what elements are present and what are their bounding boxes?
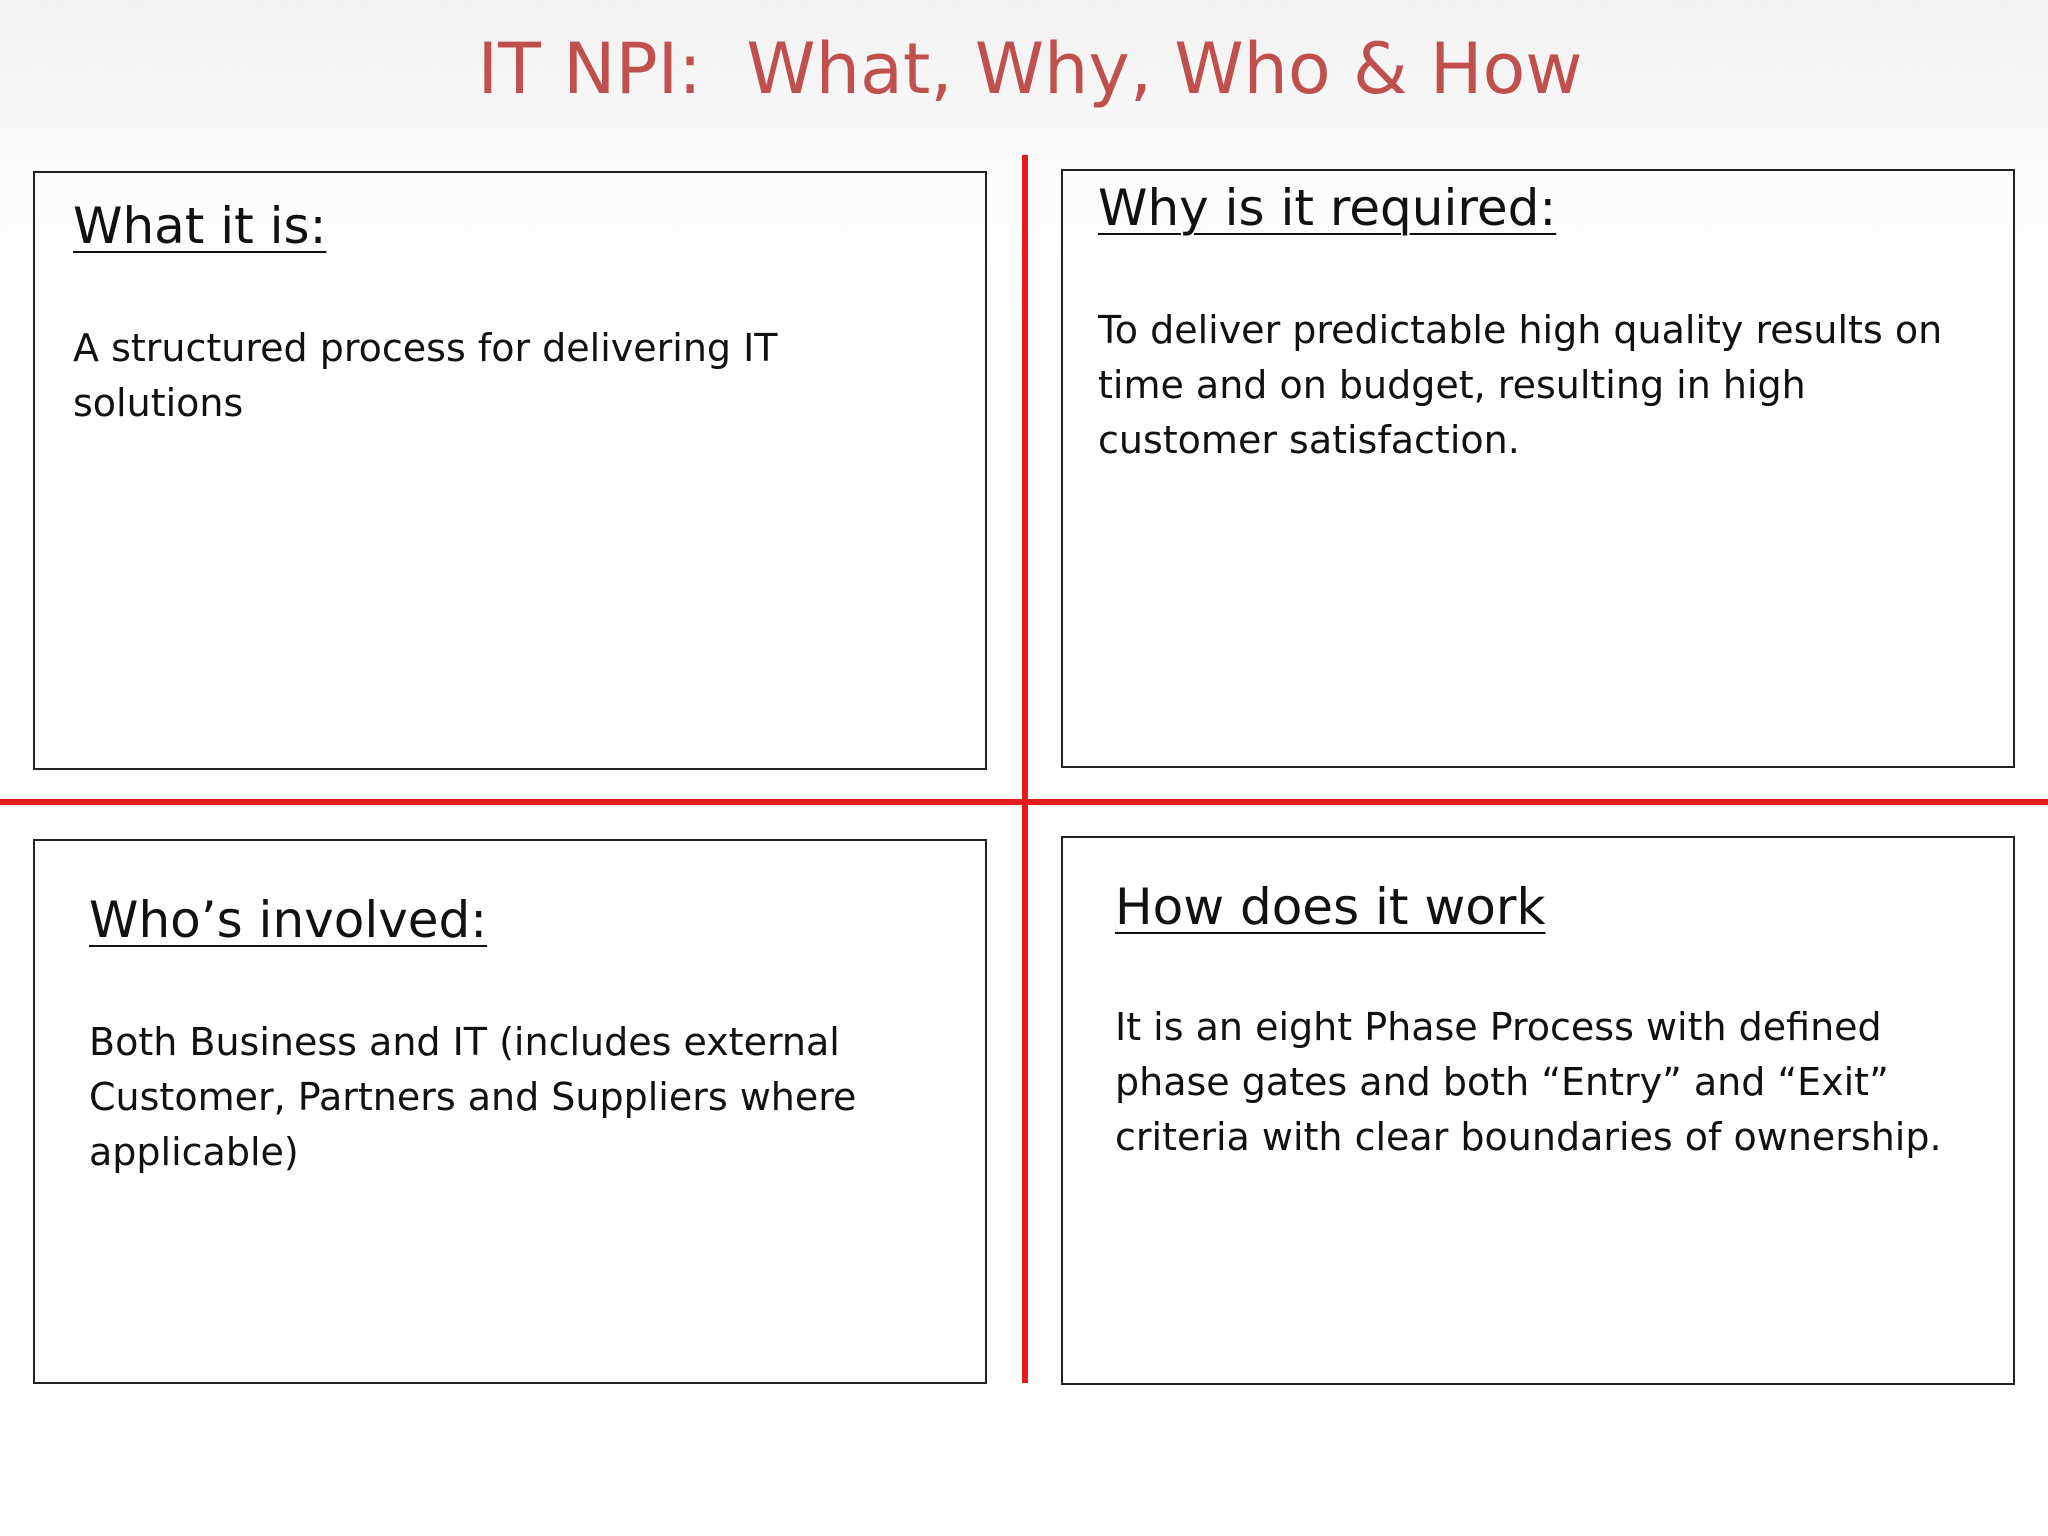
panel-how-body: It is an eight Phase Process with defined phase gates and both “Entry” and “Exit” criteria with clear boundaries of ownership. — [1115, 1005, 1942, 1159]
panel-how — [1061, 836, 2015, 1385]
panel-who-heading: Who’s involved: — [89, 891, 488, 949]
panel-how-heading: How does it work — [1115, 878, 1546, 936]
panel-who — [33, 839, 987, 1384]
panel-who-body: Both Business and IT (includes external Customer, Partners and Suppliers where applicable) — [89, 1020, 857, 1174]
panel-what-body: A structured process for delivering IT solutions — [73, 326, 778, 425]
panel-what — [33, 171, 987, 770]
horizontal-divider — [0, 799, 2048, 805]
slide-title: IT NPI: What, Why, Who & How — [477, 28, 1583, 110]
panel-why-heading: Why is it required: — [1098, 179, 1557, 237]
panel-why-body: To deliver predictable high quality results on time and on budget, resulting in high customer satisfaction. — [1098, 308, 1943, 462]
panel-what-heading: What it is: — [73, 197, 327, 255]
panel-why — [1061, 169, 2015, 768]
vertical-divider — [1022, 155, 1028, 1383]
